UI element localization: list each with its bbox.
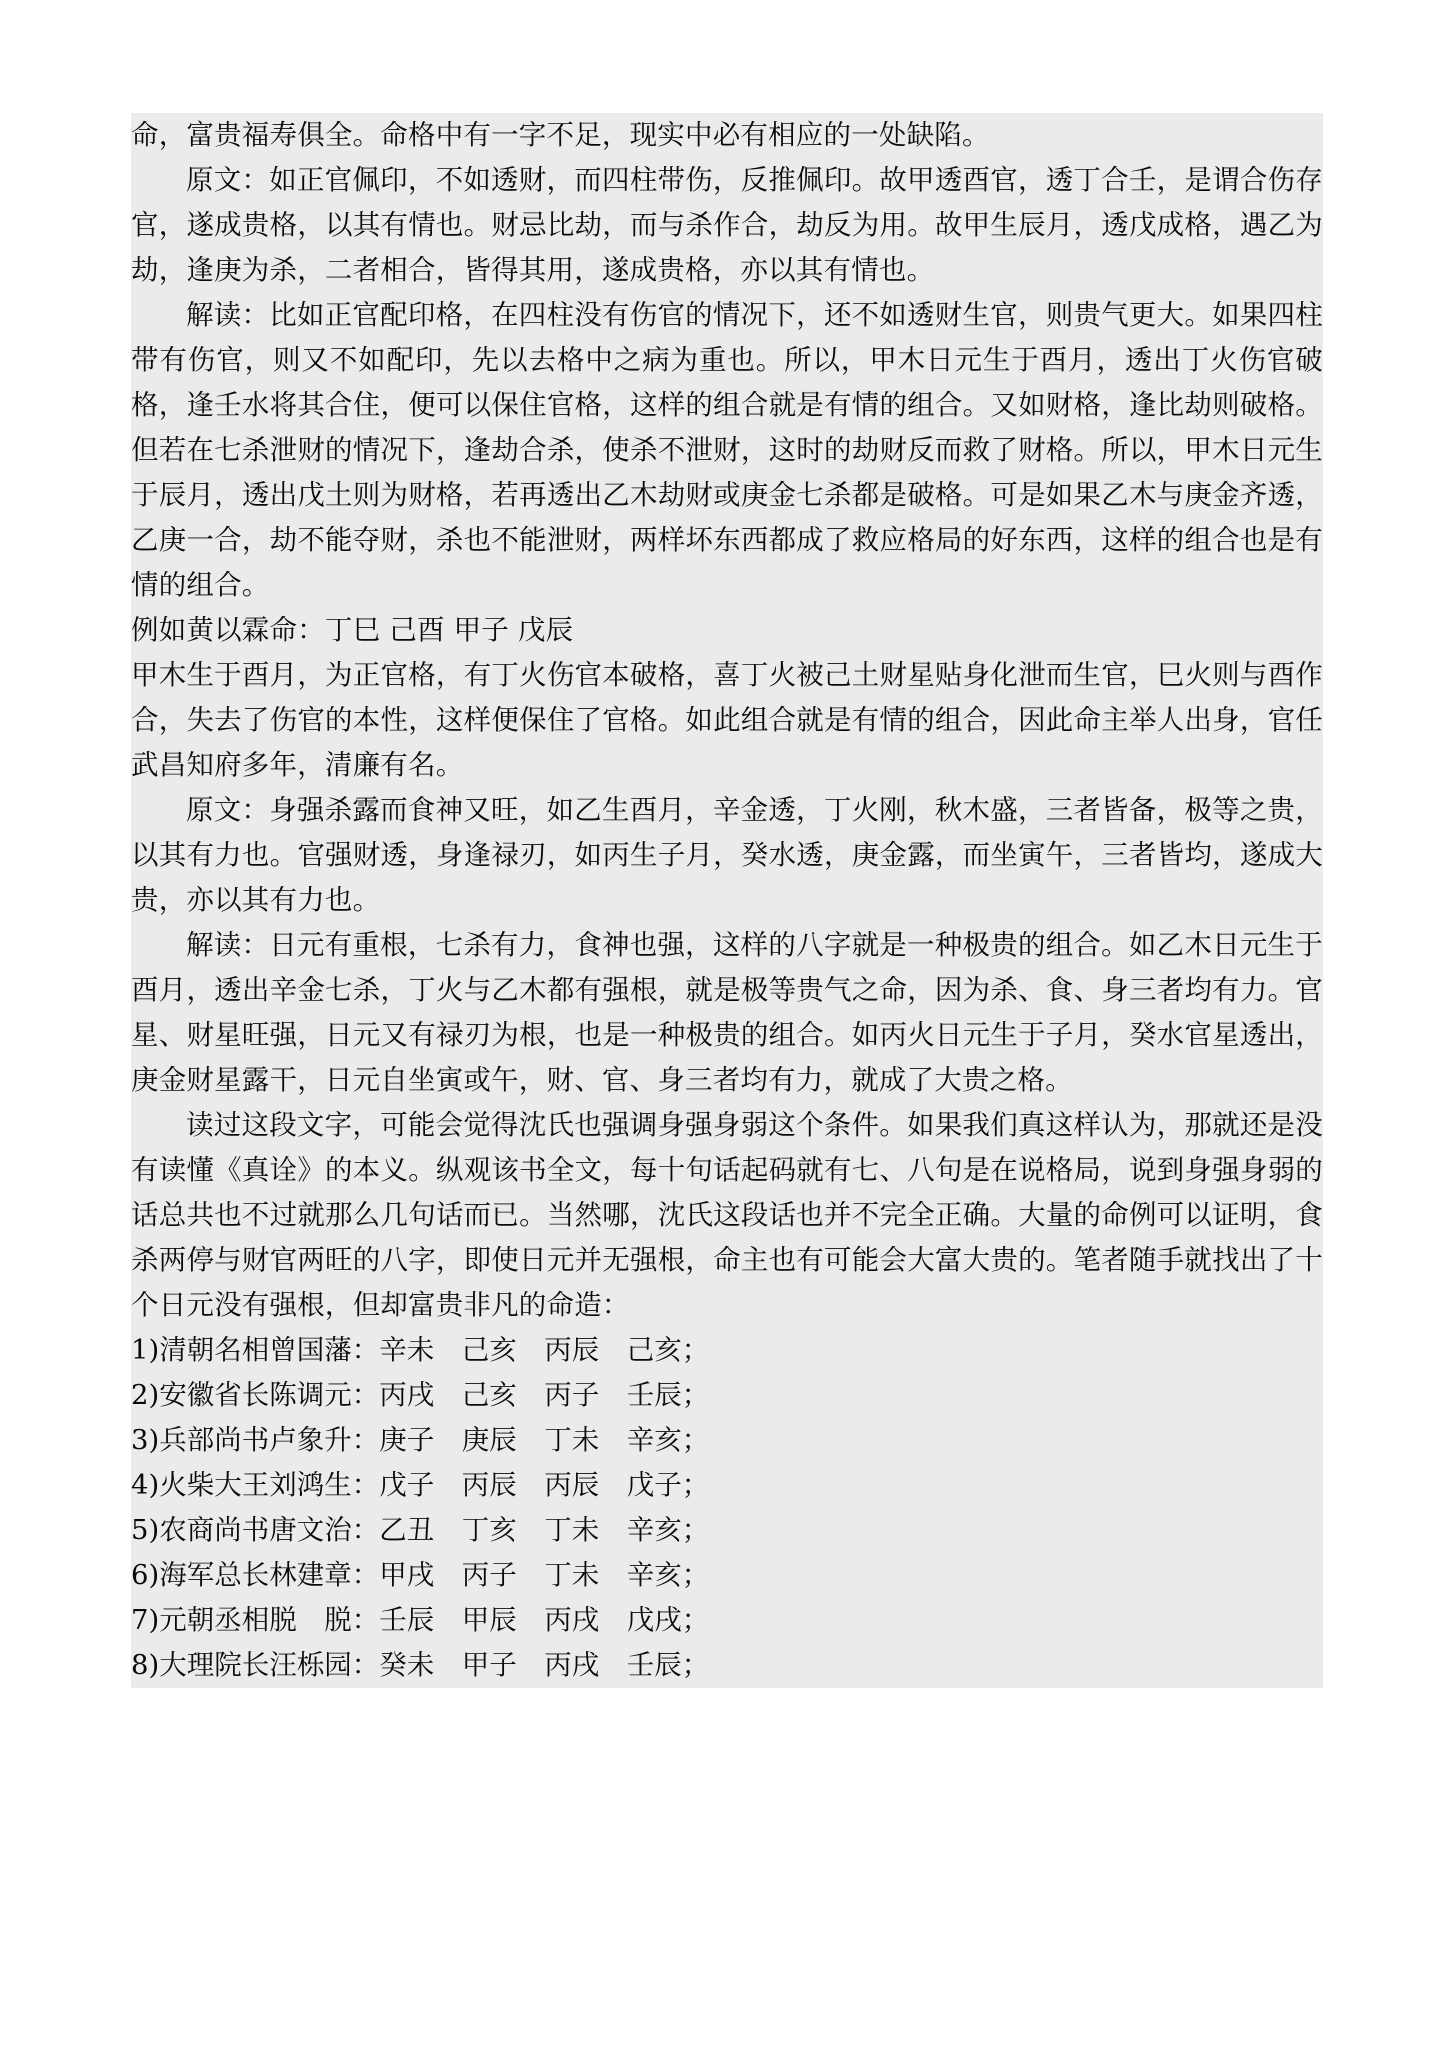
case-terminator: ； — [681, 1514, 710, 1546]
case-example-list — [131, 1328, 1323, 1688]
case-title: 火柴大王刘鸿生： — [159, 1469, 380, 1501]
case-pillar: 丙子 — [516, 1379, 600, 1411]
paragraph-continuation: 命，富贵福寿俱全。命格中有一字不足，现实中必有相应的一处缺陷。 — [131, 119, 990, 151]
case-pillar: 丁未 — [516, 1514, 600, 1546]
case-list-item — [131, 1463, 1323, 1508]
case-terminator: ； — [681, 1334, 710, 1366]
case-pillar: 丙戌 — [379, 1379, 435, 1411]
case-title: 兵部尚书卢象升： — [159, 1424, 380, 1456]
case-list-item — [131, 1643, 1323, 1688]
case-index: 7) — [131, 1604, 160, 1636]
case-pillar: 庚子 — [379, 1424, 435, 1456]
case-pillar: 癸未 — [379, 1649, 435, 1681]
case-index: 4) — [131, 1469, 160, 1501]
case-list-item — [131, 1373, 1323, 1418]
case-title: 农商尚书唐文治： — [159, 1514, 380, 1546]
case-pillar: 壬辰 — [599, 1379, 682, 1411]
case-pillar: 丙辰 — [516, 1334, 600, 1366]
case-terminator: ； — [681, 1649, 710, 1681]
case-title: 元朝丞相脱 脱： — [159, 1604, 380, 1636]
case-pillar: 戊子 — [599, 1469, 682, 1501]
case-pillar: 丙辰 — [516, 1469, 600, 1501]
case-pillar: 丙子 — [434, 1559, 517, 1591]
case-list-item — [131, 1508, 1323, 1553]
case-list-item — [131, 1598, 1323, 1643]
case-pillar: 己亥 — [434, 1379, 517, 1411]
paragraph-yuanwen-2: 原文：身强杀露而食神又旺，如乙生酉月，辛金透，丁火刚，秋木盛，三者皆备，极等之贵，以其有力也。官强财透，身逢禄刃，如丙生子月，癸水透，庚金露，而坐寅午，三者皆均，遂成大贵，亦以其有力也。 — [131, 794, 1323, 916]
paragraph-jiedu-2: 解读：日元有重根，七杀有力，食神也强，这样的八字就是一种极贵的组合。如乙木日元生于酉月，透出辛金七杀，丁火与乙木都有强根，就是极等贵气之命，因为杀、食、身三者均有力。官星、财星旺强，日元又有禄刃为根，也是一种极贵的组合。如丙火日元生于子月，癸水官星透出，庚金财星露干，日元自坐寅或午，财、官、身三者均有力，就成了大贵之格。 — [131, 929, 1323, 1096]
case-pillar: 戊子 — [379, 1469, 435, 1501]
case-pillar: 己亥 — [599, 1334, 682, 1366]
paragraph-example-analysis: 甲木生于酉月，为正官格，有丁火伤官本破格，喜丁火被己土财星贴身化泄而生官，巳火则与酉作合，失去了伤官的本性，这样便保住了官格。如此组合就是有情的组合，因此命主举人出身，官任武昌知府多年，清廉有名。 — [131, 659, 1323, 781]
case-pillar: 壬辰 — [599, 1649, 682, 1681]
case-index: 6) — [131, 1559, 160, 1591]
case-pillar: 戊戌 — [599, 1604, 682, 1636]
case-list-item — [131, 1328, 1323, 1373]
case-pillar: 丙戌 — [516, 1649, 600, 1681]
case-title: 安徽省长陈调元： — [159, 1379, 380, 1411]
case-index: 8) — [131, 1649, 160, 1681]
case-title: 大理院长汪栎园： — [159, 1649, 380, 1681]
text-body-block — [131, 113, 1323, 1688]
case-terminator: ； — [681, 1604, 710, 1636]
case-pillar: 丙戌 — [516, 1604, 600, 1636]
case-pillar: 辛亥 — [599, 1424, 682, 1456]
case-list-item — [131, 1418, 1323, 1463]
case-title: 清朝名相曾国藩： — [159, 1334, 380, 1366]
case-pillar: 丙辰 — [434, 1469, 517, 1501]
case-index: 3) — [131, 1424, 160, 1456]
case-pillar: 丁亥 — [434, 1514, 517, 1546]
case-title: 海军总长林建章： — [159, 1559, 380, 1591]
case-pillar: 辛亥 — [599, 1514, 682, 1546]
case-pillar: 乙丑 — [379, 1514, 435, 1546]
case-pillar: 庚辰 — [434, 1424, 517, 1456]
case-pillar: 丁未 — [516, 1424, 600, 1456]
case-terminator: ； — [681, 1424, 710, 1456]
case-pillar: 壬辰 — [379, 1604, 435, 1636]
paragraph-yuanwen-1: 原文：如正官佩印，不如透财，而四柱带伤，反推佩印。故甲透酉官，透丁合壬，是谓合伤存官，遂成贵格，以其有情也。财忌比劫，而与杀作合，劫反为用。故甲生辰月，透戊成格，遇乙为劫，逢庚为杀，二者相合，皆得其用，遂成贵格，亦以其有情也。 — [131, 164, 1323, 286]
case-pillar: 甲子 — [434, 1649, 517, 1681]
case-terminator: ； — [681, 1469, 710, 1501]
case-list-item — [131, 1553, 1323, 1598]
case-pillar: 甲辰 — [434, 1604, 517, 1636]
case-pillar: 辛未 — [379, 1334, 435, 1366]
case-index: 5) — [131, 1514, 160, 1546]
case-pillar: 辛亥 — [599, 1559, 682, 1591]
case-index: 2) — [131, 1379, 160, 1411]
case-terminator: ； — [681, 1379, 710, 1411]
case-pillar: 甲戌 — [379, 1559, 435, 1591]
case-index: 1) — [131, 1334, 160, 1366]
case-terminator: ； — [681, 1559, 710, 1591]
paragraph-example-huangyilin: 例如黄以霖命：丁巳 己酉 甲子 戊辰 — [131, 614, 574, 646]
paragraph-commentary: 读过这段文字，可能会觉得沈氏也强调身强身弱这个条件。如果我们真这样认为，那就还是没有读懂《真诠》的本义。纵观该书全文，每十句话起码就有七、八句是在说格局，说到身强身弱的话总共也不过就那么几句话而已。当然哪，沈氏这段话也并不完全正确。大量的命例可以证明，食杀两停与财官两旺的八字，即使日元并无强根，命主也有可能会大富大贵的。笔者随手就找出了十个日元没有强根，但却富贵非凡的命造： — [131, 1109, 1323, 1321]
paragraph-jiedu-1: 解读：比如正官配印格，在四柱没有伤官的情况下，还不如透财生官，则贵气更大。如果四柱带有伤官，则又不如配印，先以去格中之病为重也。所以，甲木日元生于酉月，透出丁火伤官破格，逢壬水将其合住，便可以保住官格，这样的组合就是有情的组合。又如财格，逢比劫则破格。但若在七杀泄财的情况下，逢劫合杀，使杀不泄财，这时的劫财反而救了财格。所以，甲木日元生于辰月，透出戊土则为财格，若再透出乙木劫财或庚金七杀都是破格。可是如果乙木与庚金齐透，乙庚一合，劫不能夺财，杀也不能泄财，两样坏东西都成了救应格局的好东西，这样的组合也是有情的组合。 — [131, 299, 1323, 601]
case-pillar: 丁未 — [516, 1559, 600, 1591]
case-pillar: 己亥 — [434, 1334, 517, 1366]
